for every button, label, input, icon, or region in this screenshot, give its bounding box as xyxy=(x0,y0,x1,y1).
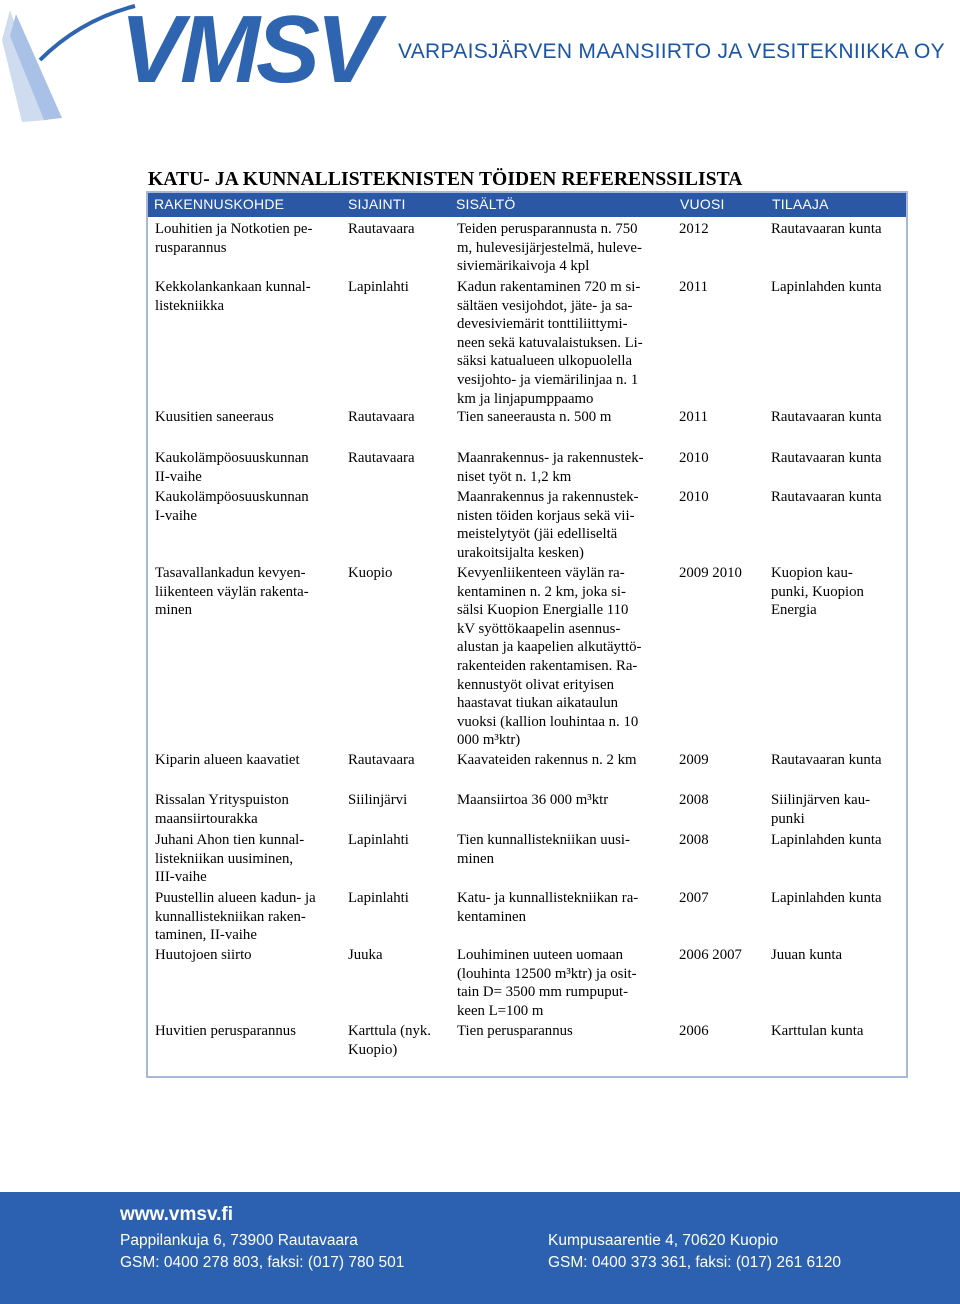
table-cell-tilaaja xyxy=(771,889,882,908)
cell-line: minen xyxy=(155,602,192,619)
cell-line: Rautavaara xyxy=(348,221,415,237)
table-cell-kohde xyxy=(155,408,274,427)
table-cell-vuosi xyxy=(679,889,709,908)
cell-line: tain D= 3500 mm rumpuput- xyxy=(457,984,629,1001)
cell-line: minen xyxy=(457,850,494,867)
table-cell-kohde xyxy=(155,488,309,525)
cell-line: km ja linjapumppaamo xyxy=(457,390,594,407)
column-header-kohde: RAKENNUSKOHDE xyxy=(154,196,285,212)
cell-line: Energia xyxy=(771,602,817,619)
cell-line: m, hulevesijärjestelmä, huleve- xyxy=(457,239,642,256)
cell-line: 2012 xyxy=(679,221,709,237)
table-cell-tilaaja xyxy=(771,564,864,620)
table-cell-vuosi xyxy=(679,791,709,810)
table-cell-sijainti xyxy=(348,946,383,965)
cell-line: 000 m³ktr) xyxy=(457,732,521,749)
cell-line: Lapinlahti xyxy=(348,279,409,295)
cell-line: Kaavateiden rakennus n. 2 km xyxy=(457,752,637,768)
cell-line: 2009 xyxy=(679,752,709,768)
table-cell-tilaaja xyxy=(771,278,882,297)
cell-line: Kuusitien saneeraus xyxy=(155,409,274,425)
cell-line: Juuan kunta xyxy=(771,947,843,963)
cell-line: Kadun rakentaminen 720 m si- xyxy=(457,279,641,295)
cell-line: Lapinlahden kunta xyxy=(771,279,882,295)
table-cell-vuosi xyxy=(679,488,709,507)
cell-line: 2008 xyxy=(679,792,709,808)
table-cell-sisalto xyxy=(457,751,637,770)
table-cell-sijainti xyxy=(348,889,409,908)
cell-line: kennustyöt olivat erityisen xyxy=(457,676,614,693)
footer-phone-left: GSM: 0400 278 803, faksi: (017) 780 501 xyxy=(120,1254,405,1271)
cell-line: listekniikka xyxy=(155,297,225,314)
table-cell-kohde xyxy=(155,751,300,770)
cell-line: urakoitsijalta kesken) xyxy=(457,544,584,561)
cell-line: Louhitien ja Notkotien pe- xyxy=(155,221,313,237)
cell-line: Rautavaaran kunta xyxy=(771,221,882,237)
cell-line: maansiirtourakka xyxy=(155,810,258,827)
table-cell-sijainti xyxy=(348,564,392,583)
table-cell-sisalto xyxy=(457,1022,573,1041)
column-header-sisalto: SISÄLTÖ xyxy=(456,196,516,212)
cell-line: 2011 xyxy=(679,279,709,295)
cell-line: Kuopio) xyxy=(348,1041,398,1058)
table-cell-sisalto xyxy=(457,278,643,408)
cell-line: Kaukolämpöosuuskunnan xyxy=(155,489,309,505)
cell-line: listekniikan uusiminen, xyxy=(155,850,294,867)
cell-line: Rautavaara xyxy=(348,450,415,466)
cell-line: 2008 xyxy=(679,832,709,848)
cell-line: punki xyxy=(771,810,805,827)
cell-line: Kuopion kau- xyxy=(771,565,853,581)
cell-line: 2011 xyxy=(679,409,709,425)
cell-line: 2009 2010 xyxy=(679,565,742,581)
website-link[interactable]: www.vmsv.fi xyxy=(120,1204,233,1225)
table-cell-vuosi xyxy=(679,449,709,468)
cell-line: Rautavaaran kunta xyxy=(771,752,882,768)
table-cell-sisalto xyxy=(457,564,641,750)
table-cell-sisalto xyxy=(457,220,642,276)
cell-line: rusparannus xyxy=(155,239,227,256)
cell-line: Tien saneerausta n. 500 m xyxy=(457,409,612,425)
cell-line: Kaukolämpöosuuskunnan xyxy=(155,450,309,466)
table-cell-sisalto xyxy=(457,889,638,926)
cell-line: meistelytyöt (jäi edelliseltä xyxy=(457,526,618,543)
cell-line: säksi katualueen ulkopuolella xyxy=(457,353,633,370)
table-cell-sijainti xyxy=(348,791,407,810)
cell-line: taminen, II-vaihe xyxy=(155,927,257,944)
table-cell-tilaaja xyxy=(771,449,882,468)
table-cell-kohde xyxy=(155,946,252,965)
cell-line: 2007 xyxy=(679,890,709,906)
cell-line: vesijohto- ja viemärilinjaa n. 1 xyxy=(457,371,639,388)
cell-line: Rissalan Yrityspuiston xyxy=(155,792,289,808)
cell-line: siviemärikaivoja 4 kpl xyxy=(457,258,590,275)
company-name: VARPAISJÄRVEN MAANSIIRTO JA VESITEKNIIKKA OY xyxy=(398,40,945,63)
cell-line: rakenteiden rakentamisen. Ra- xyxy=(457,657,638,674)
table-cell-kohde xyxy=(155,831,304,887)
cell-line: Kevyenliikenteen väylän ra- xyxy=(457,565,625,581)
table-cell-vuosi xyxy=(679,564,742,583)
cell-line: Siilinjärvi xyxy=(348,792,408,808)
cell-line: Lapinlahden kunta xyxy=(771,832,882,848)
cell-line: Katu- ja kunnallistekniikan ra- xyxy=(457,890,639,906)
cell-line: Juuka xyxy=(348,947,383,963)
page-header xyxy=(0,0,960,125)
cell-line: Huutojoen siirto xyxy=(155,947,252,963)
cell-line: Rautavaara xyxy=(348,409,415,425)
logo-swoosh-icon xyxy=(0,0,140,125)
cell-line: nisten töiden korjaus sekä vii- xyxy=(457,507,635,524)
cell-line: II-vaihe xyxy=(155,468,202,485)
cell-line: Tasavallankadun kevyen- xyxy=(155,565,306,581)
cell-line: punki, Kuopion xyxy=(771,583,864,600)
cell-line: Rautavaara xyxy=(348,752,415,768)
cell-line: Tien kunnallistekniikan uusi- xyxy=(457,832,630,848)
cell-line: 2006 xyxy=(679,1023,709,1039)
table-cell-sijainti xyxy=(348,831,409,850)
table-cell-tilaaja xyxy=(771,408,882,427)
table-cell-sisalto xyxy=(457,831,630,868)
table-cell-kohde xyxy=(155,791,289,828)
cell-line: niset työt n. 1,2 km xyxy=(457,468,572,485)
cell-line: kentaminen xyxy=(457,908,527,925)
column-header-tilaaja: TILAAJA xyxy=(772,196,829,212)
column-header-vuosi: VUOSI xyxy=(680,196,725,212)
table-cell-tilaaja xyxy=(771,1022,863,1041)
cell-line: Maanrakennus- ja rakennustek- xyxy=(457,450,644,466)
cell-line: Rautavaaran kunta xyxy=(771,409,882,425)
cell-line: Rautavaaran kunta xyxy=(771,489,882,505)
table-header xyxy=(148,193,906,217)
cell-line: 2010 xyxy=(679,450,709,466)
cell-line: Huvitien perusparannus xyxy=(155,1023,296,1039)
cell-line: kunnallistekniikan raken- xyxy=(155,908,306,925)
table-cell-vuosi xyxy=(679,831,709,850)
cell-line: Maansiirtoa 36 000 m³ktr xyxy=(457,792,609,808)
table-cell-kohde xyxy=(155,449,309,486)
table-cell-sisalto xyxy=(457,946,637,1020)
cell-line: neen sekä katuvalaistuksen. Li- xyxy=(457,334,643,351)
cell-line: Teiden perusparannusta n. 750 xyxy=(457,221,638,237)
table-cell-tilaaja xyxy=(771,488,882,507)
table-cell-tilaaja xyxy=(771,751,882,770)
cell-line: Louhiminen uuteen uomaan xyxy=(457,947,624,963)
table-cell-tilaaja xyxy=(771,220,882,239)
table-cell-tilaaja xyxy=(771,791,870,828)
page-title: KATU- JA KUNNALLISTEKNISTEN TÖIDEN REFERENSSILISTA xyxy=(148,169,743,190)
cell-line: alustan ja kaapelien alkutäyttö- xyxy=(457,639,642,656)
column-header-sijainti: SIJAINTI xyxy=(348,196,406,212)
cell-line: Rautavaaran kunta xyxy=(771,450,882,466)
cell-line: vuoksi (kallion louhintaa n. 10 xyxy=(457,713,639,730)
table-cell-vuosi xyxy=(679,946,742,965)
table-cell-sijainti xyxy=(348,220,415,239)
cell-line: Puustellin alueen kadun- ja xyxy=(155,890,316,906)
cell-line: Siilinjärven kau- xyxy=(771,792,871,808)
cell-line: kV syöttökaapelin asennus- xyxy=(457,620,621,637)
cell-line: liikenteen väylän rakenta- xyxy=(155,583,309,600)
footer-address-left: Pappilankuja 6, 73900 Rautavaara xyxy=(120,1232,358,1249)
table-cell-sijainti xyxy=(348,278,409,297)
cell-line: Lapinlahden kunta xyxy=(771,890,882,906)
cell-line: keen L=100 m xyxy=(457,1002,544,1019)
table-cell-sisalto xyxy=(457,791,608,810)
cell-line: Kuopio xyxy=(348,565,393,581)
cell-line: I-vaihe xyxy=(155,507,197,524)
cell-line: 2010 xyxy=(679,489,709,505)
cell-line: sälsi Kuopion Energialle 110 xyxy=(457,602,629,619)
cell-line: Karttula (nyk. xyxy=(348,1023,432,1039)
table-cell-tilaaja xyxy=(771,946,842,965)
table-cell-vuosi xyxy=(679,751,709,770)
cell-line: Kekkolankankaan kunnal- xyxy=(155,279,311,295)
cell-line: Lapinlahti xyxy=(348,832,409,848)
cell-line: haastavat tiukan aikataulun xyxy=(457,695,619,712)
table-cell-sisalto xyxy=(457,449,644,486)
table-cell-sijainti xyxy=(348,751,415,770)
table-cell-vuosi xyxy=(679,220,709,239)
table-cell-tilaaja xyxy=(771,831,882,850)
table-cell-vuosi xyxy=(679,1022,709,1041)
cell-line: Juhani Ahon tien kunnal- xyxy=(155,832,305,848)
cell-line: kentaminen n. 2 km, joka si- xyxy=(457,583,626,600)
table-cell-kohde xyxy=(155,889,316,945)
page-footer xyxy=(0,1192,960,1304)
company-logo: VMSV xyxy=(120,0,377,103)
cell-line: 2006 2007 xyxy=(679,947,742,963)
cell-line: Karttulan kunta xyxy=(771,1023,864,1039)
table-cell-kohde xyxy=(155,278,311,315)
cell-line: Kiparin alueen kaavatiet xyxy=(155,752,300,768)
table-cell-sisalto xyxy=(457,408,611,427)
table-cell-vuosi xyxy=(679,408,708,427)
cell-line: devesiviemärit tonttiliittymi- xyxy=(457,316,628,333)
cell-line: Tien perusparannus xyxy=(457,1023,573,1039)
table-cell-sijainti xyxy=(348,408,415,427)
cell-line: sältäen vesijohdot, jäte- ja sa- xyxy=(457,297,633,314)
table-cell-kohde xyxy=(155,1022,296,1041)
cell-line: (louhinta 12500 m³ktr) ja osit- xyxy=(457,965,637,982)
table-cell-kohde xyxy=(155,564,309,620)
table-cell-kohde xyxy=(155,220,312,257)
cell-line: Lapinlahti xyxy=(348,890,409,906)
footer-address-right: Kumpusaarentie 4, 70620 Kuopio xyxy=(548,1232,779,1249)
cell-line: III-vaihe xyxy=(155,869,207,886)
table-cell-sisalto xyxy=(457,488,639,562)
table-cell-sijainti xyxy=(348,449,415,468)
cell-line: Maanrakennus ja rakennustek- xyxy=(457,489,639,505)
footer-phone-right: GSM: 0400 373 361, faksi: (017) 261 6120 xyxy=(548,1254,841,1271)
table-cell-sijainti xyxy=(348,1022,431,1059)
table-cell-vuosi xyxy=(679,278,708,297)
